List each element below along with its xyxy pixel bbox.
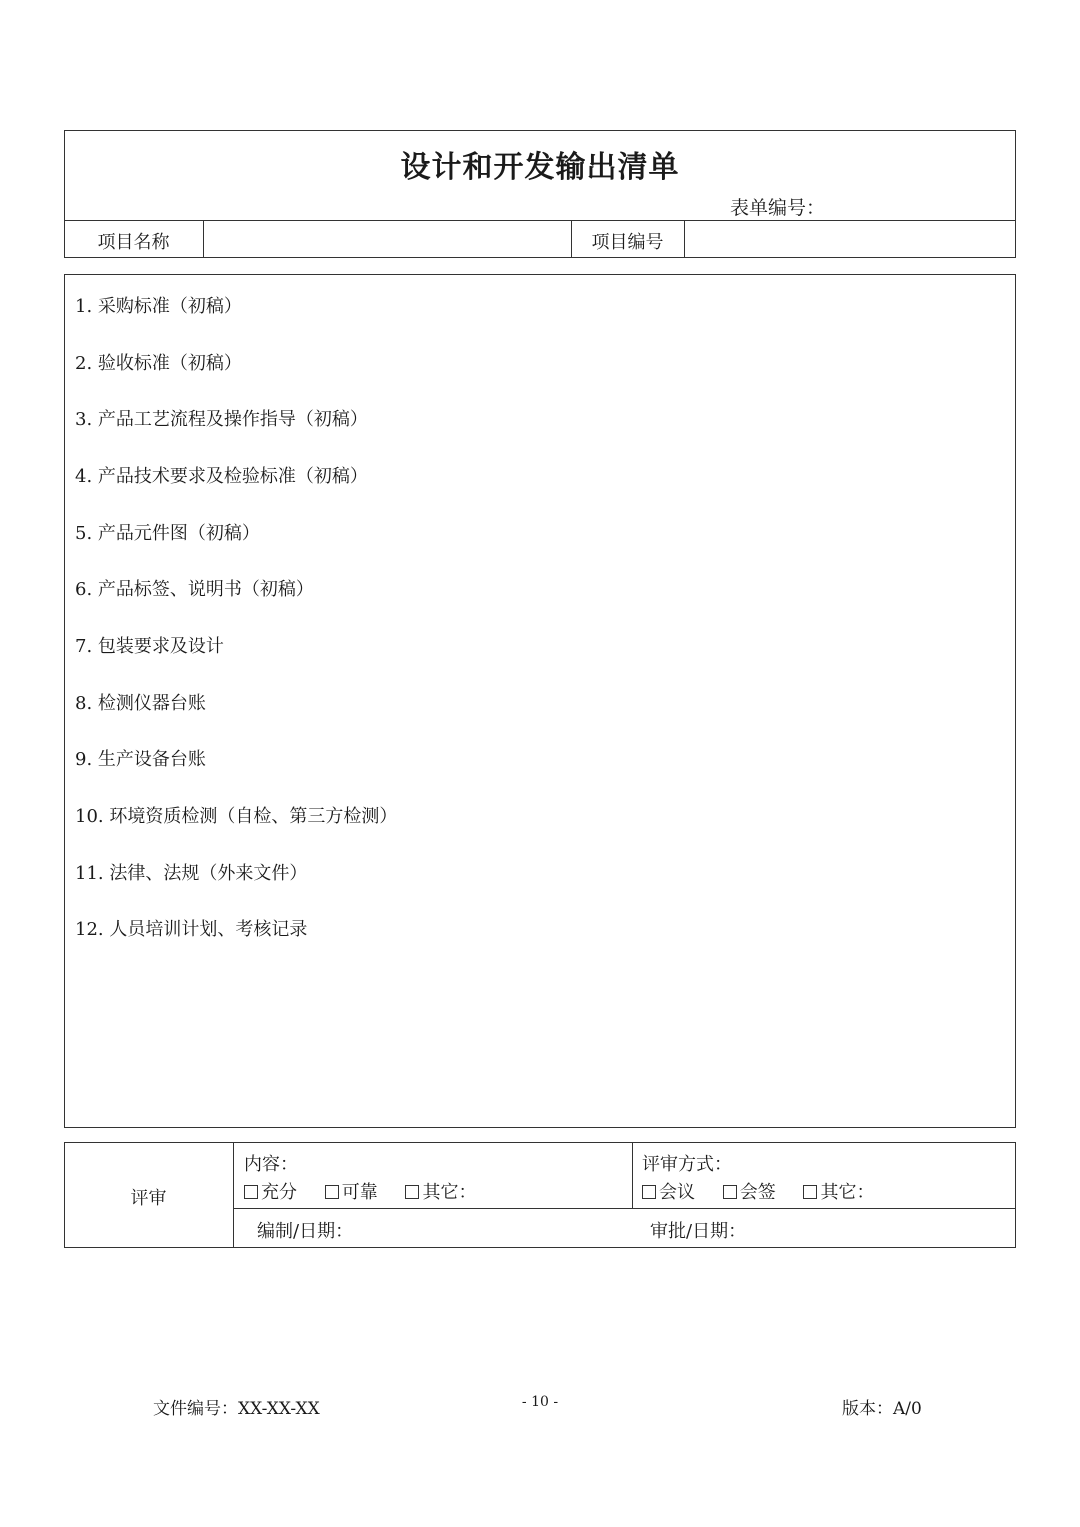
content-option-other[interactable] (405, 1182, 476, 1203)
list-item: 6. 产品标签、说明书（初稿） (75, 579, 314, 600)
checkbox-icon[interactable] (405, 1185, 419, 1199)
compiled-date-label: 编制/日期： (257, 1221, 354, 1242)
checkbox-icon[interactable] (723, 1185, 737, 1199)
output-list-box (64, 274, 1016, 1128)
list-item: 9. 生产设备台账 (75, 749, 206, 770)
list-item: 2. 验收标准（初稿） (75, 353, 242, 374)
document-number: 文件编号：XX-XX-XX (153, 1399, 320, 1419)
list-item: 10. 环境资质检测（自检、第三方检测） (75, 806, 398, 827)
checkbox-icon[interactable] (803, 1185, 817, 1199)
list-item: 8. 检测仪器台账 (75, 693, 206, 714)
review-content-label: 内容： (244, 1154, 298, 1175)
method-option-meeting[interactable] (642, 1182, 695, 1203)
list-item: 3. 产品工艺流程及操作指导（初稿） (75, 409, 368, 430)
method-option-other[interactable] (803, 1182, 874, 1203)
option-label: 其它： (422, 1182, 477, 1203)
version: 版本：A/0 (842, 1399, 922, 1419)
header-col-divider (203, 220, 204, 258)
checkbox-icon[interactable] (642, 1185, 656, 1199)
content-option-sufficient[interactable] (244, 1182, 297, 1203)
header-divider (64, 220, 1016, 221)
checkbox-icon[interactable] (325, 1185, 339, 1199)
content-option-reliable[interactable] (325, 1182, 378, 1203)
review-col-divider (632, 1142, 633, 1208)
header-col-divider (684, 220, 685, 258)
option-label: 其它： (820, 1182, 875, 1203)
list-item: 5. 产品元件图（初稿） (75, 523, 260, 544)
review-col-divider (233, 1142, 234, 1248)
list-item: 1. 采购标准（初稿） (75, 296, 242, 317)
project-name-field[interactable] (210, 228, 565, 252)
option-label: 充分 (261, 1182, 297, 1203)
list-item: 4. 产品技术要求及检验标准（初稿） (75, 466, 368, 487)
option-label: 会签 (739, 1182, 776, 1203)
form-title: 设计和开发输出清单 (400, 150, 680, 185)
list-item: 11. 法律、法规（外来文件） (75, 863, 308, 884)
review-content-options (244, 1178, 498, 1204)
option-label: 可靠 (341, 1182, 378, 1203)
review-method-options (642, 1178, 896, 1204)
review-label: 评审 (130, 1188, 167, 1209)
list-item: 12. 人员培训计划、考核记录 (75, 919, 308, 940)
approved-date-label: 审批/日期： (650, 1221, 747, 1242)
page-number: - 10 - (521, 1394, 559, 1410)
option-label: 会议 (659, 1182, 695, 1203)
review-row-divider (233, 1208, 1016, 1209)
project-number-field[interactable] (690, 228, 1010, 252)
form-number-label: 表单编号： (730, 197, 826, 219)
checkbox-icon[interactable] (244, 1185, 258, 1199)
review-method-label: 评审方式： (642, 1154, 732, 1175)
method-option-countersign[interactable] (723, 1182, 776, 1203)
project-number-label: 项目编号 (591, 232, 664, 253)
project-name-label: 项目名称 (97, 232, 170, 253)
list-item: 7. 包装要求及设计 (75, 636, 224, 657)
